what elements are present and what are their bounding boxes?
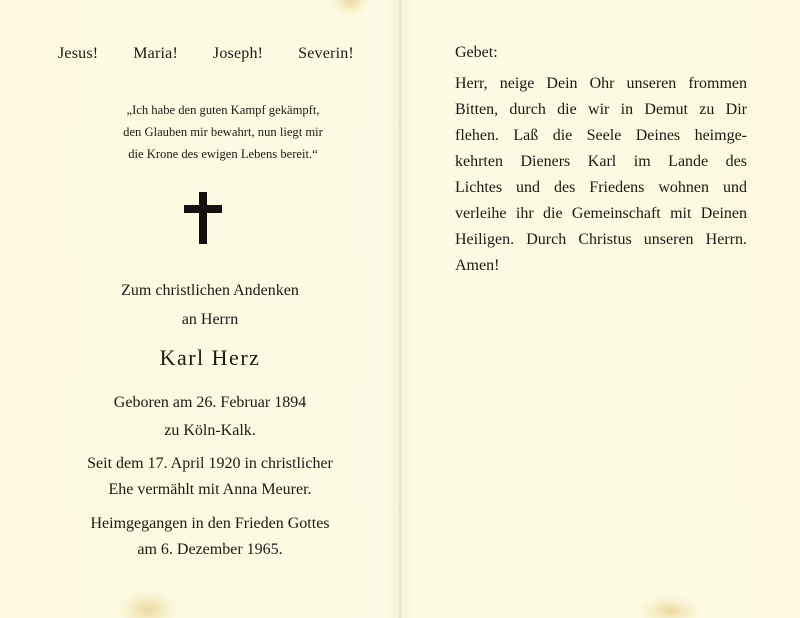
invocation-joseph: Joseph! [212,45,264,62]
prayer-line: Lichtes und des Friedens wohnen und [455,179,747,196]
death-line-1: Heimgegangen in den Frieden Gottes [90,515,330,532]
birth-place: zu Köln-Kalk. [164,422,256,439]
prayer-line: Heiligen. Durch Christus unseren Herrn. [455,231,747,248]
death-line-2: am 6. Dezember 1965. [137,541,283,558]
prayer-title: Gebet: [455,44,498,61]
cross-icon [184,192,222,244]
quote-line: „Ich habe den guten Kampf gekämpft, [126,103,320,117]
deceased-name: Karl Herz [159,345,261,370]
prayer-line: verleihe ihr die Gemeinschaft mit Deinen [455,205,747,222]
right-panel [455,0,755,618]
invocation-severin: Severin! [298,45,354,62]
memorial-intro: Zum christlichen Andenken [121,282,299,299]
memorial-to: an Herrn [181,311,239,328]
card-fold [398,0,402,618]
prayer-line: Bitten, durch die wir in Demut zu Dir [455,101,747,118]
prayer-line: Herr, neige Dein Ohr unseren frommen [455,75,747,92]
left-panel [40,0,380,618]
invocation-maria: Maria! [133,45,178,62]
quote-line: den Glauben mir bewahrt, nun liegt mir [123,125,323,139]
marriage-line-1: Seit dem 17. April 1920 in christlicher [87,455,333,472]
invocation-jesus: Jesus! [58,45,99,62]
quote-line: die Krone des ewigen Lebens bereit.“ [128,147,318,161]
invocation [58,45,354,63]
prayer-amen: Amen! [455,257,500,274]
birth-date: Geboren am 26. Februar 1894 [113,394,307,411]
marriage-line-2: Ehe vermählt mit Anna Meurer. [108,481,312,498]
prayer-line: kehrten Dieners Karl im Lande des [455,153,747,170]
scripture-quote [98,99,348,165]
prayer-line: flehen. Laß die Seele Deines heimge- [455,127,747,144]
